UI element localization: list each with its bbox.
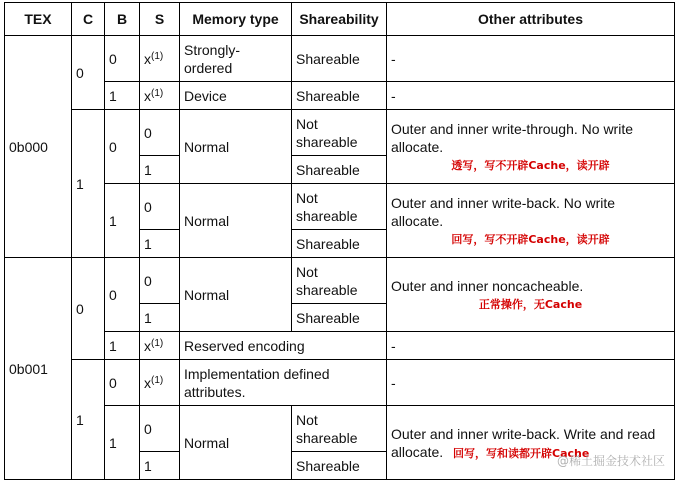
attributes-text: Outer and inner noncacheable. xyxy=(391,278,584,294)
table-row xyxy=(5,36,675,82)
memory-type-cell: Device xyxy=(180,82,292,110)
shareability-cell: Shareable xyxy=(292,452,387,480)
b-cell: 1 xyxy=(105,184,140,258)
header-memory-type: Memory type xyxy=(180,3,292,36)
c-cell: 1 xyxy=(72,360,105,480)
memory-type-cell: Strongly-ordered xyxy=(180,36,292,82)
s-cell: 1 xyxy=(140,230,180,258)
annotation-note: 正常操作，无Cache xyxy=(478,298,583,311)
c-cell: 0 xyxy=(72,36,105,110)
c-cell: 0 xyxy=(72,258,105,360)
s-cell: 1 xyxy=(140,452,180,480)
memory-type-cell: Normal xyxy=(180,406,292,480)
table-row xyxy=(5,332,675,360)
b-cell: 1 xyxy=(105,406,140,480)
attributes-text: Outer and inner write-back. No write allocate. xyxy=(391,195,616,229)
footnote-ref: (1) xyxy=(151,374,164,386)
tex-cell: 0b000 xyxy=(5,36,72,258)
b-cell: 0 xyxy=(105,110,140,184)
table-row xyxy=(5,110,675,156)
table-row xyxy=(5,82,675,110)
s-cell xyxy=(140,332,180,360)
b-cell: 0 xyxy=(105,36,140,82)
header-s: S xyxy=(140,3,180,36)
header-b: B xyxy=(105,3,140,36)
footnote-ref: (1) xyxy=(151,337,164,349)
attributes-cell: - xyxy=(387,332,675,360)
table-row xyxy=(5,360,675,406)
shareability-cell: Not shareable xyxy=(292,110,387,156)
s-cell xyxy=(140,82,180,110)
shareability-cell: Shareable xyxy=(292,230,387,258)
shareability-cell: Not shareable xyxy=(292,258,387,304)
footnote-ref: (1) xyxy=(151,87,164,99)
header-shareability: Shareability xyxy=(292,3,387,36)
shareability-cell: Shareable xyxy=(292,304,387,332)
shareability-cell: Shareable xyxy=(292,36,387,82)
attributes-cell: - xyxy=(387,82,675,110)
tex-cell: 0b001 xyxy=(5,258,72,480)
table-row xyxy=(5,258,675,304)
attributes-cell xyxy=(387,184,675,258)
watermark: @稀土掘金技术社区 xyxy=(556,454,665,468)
s-cell: 0 xyxy=(140,184,180,230)
b-cell: 1 xyxy=(105,82,140,110)
header-c: C xyxy=(72,3,105,36)
attributes-cell xyxy=(387,110,675,184)
s-value: x xyxy=(144,337,151,354)
s-cell xyxy=(140,36,180,82)
header-other-attributes: Other attributes xyxy=(387,3,675,36)
shareability-cell: Not shareable xyxy=(292,406,387,452)
annotation-note: 回写，写和读都开辟Cache xyxy=(453,446,590,460)
s-cell: 0 xyxy=(140,110,180,156)
annotation-note: 回写，写不开辟Cache，读开辟 xyxy=(451,233,610,246)
s-value: x xyxy=(144,374,151,391)
table-row xyxy=(5,184,675,230)
attributes-cell: - xyxy=(387,36,675,82)
b-cell: 1 xyxy=(105,332,140,360)
annotation-note: 透写，写不开辟Cache，读开辟 xyxy=(451,159,610,172)
memory-type-cell: Implementation defined attributes. xyxy=(180,360,387,406)
b-cell: 0 xyxy=(105,360,140,406)
memory-type-cell: Reserved encoding xyxy=(180,332,387,360)
shareability-cell: Shareable xyxy=(292,82,387,110)
footnote-ref: (1) xyxy=(151,50,164,62)
s-cell: 1 xyxy=(140,156,180,184)
s-value: x xyxy=(144,87,151,104)
s-cell: 0 xyxy=(140,406,180,452)
attributes-text: Outer and inner write-through. No write allocate. xyxy=(391,121,633,155)
memory-attributes-table xyxy=(4,2,675,480)
s-cell xyxy=(140,360,180,406)
shareability-cell: Not shareable xyxy=(292,184,387,230)
header-row xyxy=(5,3,675,36)
memory-type-cell: Normal xyxy=(180,184,292,258)
attributes-text: Outer and inner write-back. Write and read allocate. xyxy=(391,425,656,460)
memory-type-cell: Normal xyxy=(180,110,292,184)
c-cell: 1 xyxy=(72,110,105,258)
s-value: x xyxy=(144,50,151,67)
shareability-cell: Shareable xyxy=(292,156,387,184)
b-cell: 0 xyxy=(105,258,140,332)
attributes-cell: - xyxy=(387,360,675,406)
s-cell: 1 xyxy=(140,304,180,332)
header-tex: TEX xyxy=(5,3,72,36)
memory-type-cell: Normal xyxy=(180,258,292,332)
attributes-cell xyxy=(387,258,675,332)
table-row xyxy=(5,406,675,452)
s-cell: 0 xyxy=(140,258,180,304)
